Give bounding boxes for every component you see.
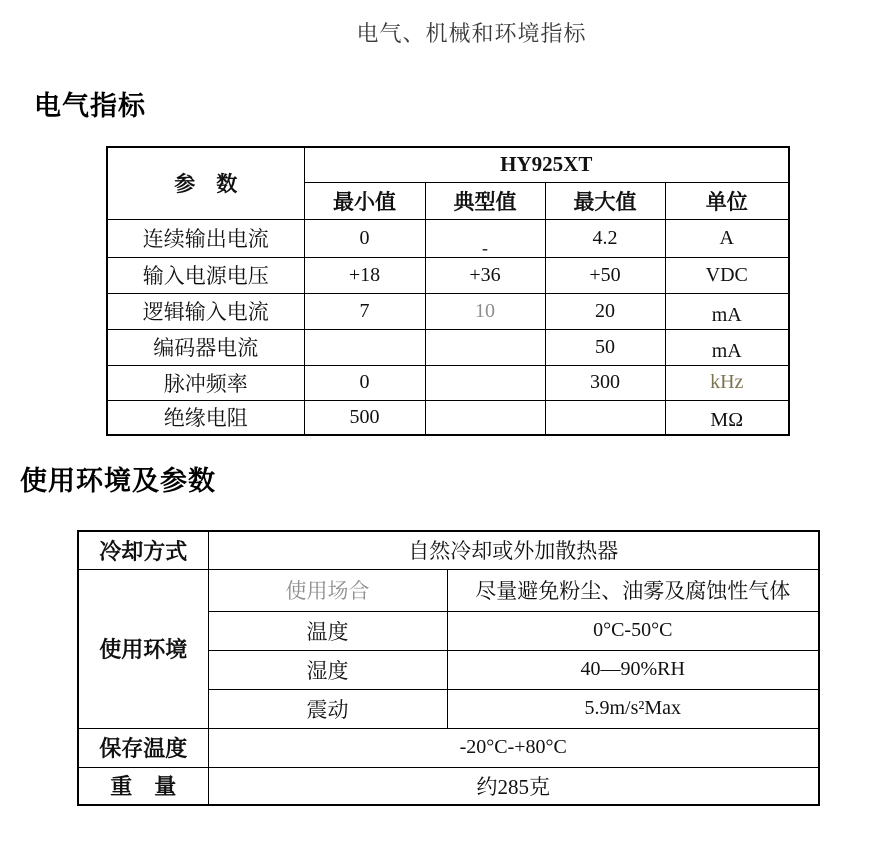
- unit-cell: A: [665, 219, 789, 257]
- env-label-cell: 使用环境: [78, 569, 208, 728]
- electrical-spec-table: [106, 146, 790, 436]
- param-cell: 脉冲频率: [107, 365, 304, 400]
- typ-cell: [425, 329, 545, 365]
- min-cell: 0: [304, 219, 425, 257]
- env-sub-label-cell: 温度: [208, 611, 447, 650]
- min-cell: 500: [304, 400, 425, 435]
- typ-cell: [425, 365, 545, 400]
- env-sub-label-cell: 湿度: [208, 650, 447, 689]
- param-header-cell: 参 数: [107, 147, 304, 219]
- max-cell: 300: [545, 365, 665, 400]
- subheader-max: 最大值: [545, 182, 665, 219]
- typ-cell: +36: [425, 257, 545, 293]
- unit-cell: MΩ: [665, 400, 789, 435]
- min-cell: 0: [304, 365, 425, 400]
- weight-label-cell: 重 量: [78, 767, 208, 805]
- weight-value-cell: 约285克: [208, 767, 819, 805]
- typ-cell: [425, 400, 545, 435]
- unit-cell: kHz: [665, 365, 789, 400]
- env-sub-label-cell: 震动: [208, 689, 447, 728]
- section-heading-electrical: 电气指标: [34, 91, 146, 121]
- table-row: [107, 365, 789, 400]
- table-row: [78, 767, 819, 805]
- env-sub-label-cell: 使用场合: [208, 569, 447, 611]
- min-cell: +18: [304, 257, 425, 293]
- cooling-label-cell: 冷却方式: [78, 531, 208, 569]
- table-row: [107, 219, 789, 257]
- cooling-value-cell: 自然冷却或外加散热器: [208, 531, 819, 569]
- table-row: [107, 400, 789, 435]
- subheader-typ: 典型值: [425, 182, 545, 219]
- env-sub-value-cell: 5.9m/s²Max: [447, 689, 819, 728]
- storage-label-cell: 保存温度: [78, 728, 208, 767]
- table-row: [78, 569, 819, 611]
- unit-cell: mA: [665, 329, 789, 365]
- env-sub-value-cell: 尽量避免粉尘、油雾及腐蚀性气体: [447, 569, 819, 611]
- subheader-unit: 单位: [665, 182, 789, 219]
- model-header-cell: HY925XT: [304, 147, 789, 182]
- min-cell: 7: [304, 293, 425, 329]
- max-cell: [545, 400, 665, 435]
- environment-table: [77, 530, 820, 806]
- table-row: [107, 329, 789, 365]
- unit-cell: VDC: [665, 257, 789, 293]
- storage-value-cell: -20°C-+80°C: [208, 728, 819, 767]
- table-row: [78, 531, 819, 569]
- param-cell: 连续输出电流: [107, 219, 304, 257]
- max-cell: 20: [545, 293, 665, 329]
- env-sub-value-cell: 0°C-50°C: [447, 611, 819, 650]
- env-sub-value-cell: 40—90%RH: [447, 650, 819, 689]
- typ-cell: 10: [425, 293, 545, 329]
- page-title: 电气、机械和环境指标: [356, 21, 587, 46]
- section-heading-environment: 使用环境及参数: [20, 466, 216, 496]
- min-cell: [304, 329, 425, 365]
- param-cell: 编码器电流: [107, 329, 304, 365]
- param-cell: 输入电源电压: [107, 257, 304, 293]
- param-cell: 绝缘电阻: [107, 400, 304, 435]
- typ-cell: -: [425, 219, 545, 257]
- max-cell: 50: [545, 329, 665, 365]
- param-cell: 逻辑输入电流: [107, 293, 304, 329]
- max-cell: +50: [545, 257, 665, 293]
- unit-cell: mA: [665, 293, 789, 329]
- table-row: [107, 293, 789, 329]
- table-row: [78, 728, 819, 767]
- subheader-min: 最小值: [304, 182, 425, 219]
- table-row: [107, 257, 789, 293]
- table-row: [107, 147, 789, 182]
- max-cell: 4.2: [545, 219, 665, 257]
